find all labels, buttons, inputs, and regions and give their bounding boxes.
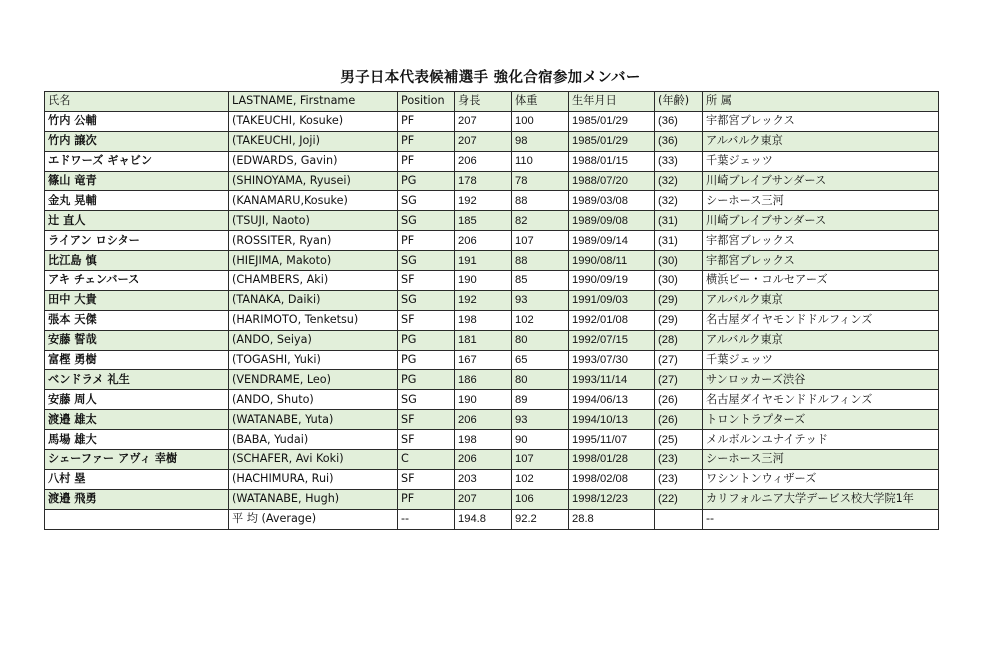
player-birthdate-cell: 1992/01/08 [569, 310, 655, 330]
average-row [45, 509, 939, 529]
player-age-cell: (27) [655, 350, 703, 370]
table-row [45, 271, 939, 291]
header-name: 氏名 [45, 92, 229, 112]
player-roman-name-cell: (TOGASHI, Yuki) [229, 350, 398, 370]
player-birthdate-cell: 1988/01/15 [569, 151, 655, 171]
player-birthdate-cell: 1989/09/14 [569, 231, 655, 251]
table-header-row [45, 92, 939, 112]
player-weight-cell: 85 [512, 271, 569, 291]
player-height-cell: 192 [455, 191, 512, 211]
player-weight-cell: 78 [512, 171, 569, 191]
average-weight-cell: 92.2 [512, 509, 569, 529]
player-roman-name-cell: (VENDRAME, Leo) [229, 370, 398, 390]
player-weight-cell: 90 [512, 430, 569, 450]
player-height-cell: 207 [455, 111, 512, 131]
average-age-cell [655, 509, 703, 529]
player-name-cell: 竹内 譲次 [45, 131, 229, 151]
player-birthdate-cell: 1985/01/29 [569, 111, 655, 131]
header-height: 身長 [455, 92, 512, 112]
table-row [45, 469, 939, 489]
player-name-cell: 金丸 晃輔 [45, 191, 229, 211]
player-roman-name-cell: (TANAKA, Daiki) [229, 290, 398, 310]
player-height-cell: 206 [455, 151, 512, 171]
player-position-cell: PF [398, 111, 455, 131]
player-name-cell: アキ チェンバース [45, 271, 229, 291]
player-weight-cell: 98 [512, 131, 569, 151]
player-position-cell: SF [398, 410, 455, 430]
player-name-cell: 富樫 勇樹 [45, 350, 229, 370]
player-position-cell: SG [398, 390, 455, 410]
table-row [45, 430, 939, 450]
player-roman-name-cell: (ANDO, Seiya) [229, 330, 398, 350]
player-position-cell: PF [398, 131, 455, 151]
player-team-cell: 名古屋ダイヤモンドドルフィンズ [703, 390, 939, 410]
player-team-cell: 川崎ブレイブサンダース [703, 171, 939, 191]
player-age-cell: (25) [655, 430, 703, 450]
player-age-cell: (30) [655, 251, 703, 271]
player-height-cell: 190 [455, 271, 512, 291]
player-weight-cell: 107 [512, 231, 569, 251]
table-row [45, 251, 939, 271]
player-team-cell: 千葉ジェッツ [703, 151, 939, 171]
player-name-cell: 馬場 雄大 [45, 430, 229, 450]
average-team-cell: -- [703, 509, 939, 529]
player-roman-name-cell: (KANAMARU,Kosuke) [229, 191, 398, 211]
player-team-cell: サンロッカーズ渋谷 [703, 370, 939, 390]
header-birthdate: 生年月日 [569, 92, 655, 112]
player-birthdate-cell: 1998/01/28 [569, 450, 655, 470]
player-birthdate-cell: 1988/07/20 [569, 171, 655, 191]
player-team-cell: アルバルク東京 [703, 131, 939, 151]
player-position-cell: SG [398, 251, 455, 271]
player-team-cell: シーホース三河 [703, 191, 939, 211]
header-team: 所 属 [703, 92, 939, 112]
player-roman-name-cell: (SHINOYAMA, Ryusei) [229, 171, 398, 191]
average-birth-cell: 28.8 [569, 509, 655, 529]
player-position-cell: SF [398, 310, 455, 330]
player-roman-name-cell: (ANDO, Shuto) [229, 390, 398, 410]
player-name-cell: 安藤 周人 [45, 390, 229, 410]
player-team-cell: メルボルンユナイテッド [703, 430, 939, 450]
player-birthdate-cell: 1989/09/08 [569, 211, 655, 231]
player-birthdate-cell: 1992/07/15 [569, 330, 655, 350]
player-age-cell: (27) [655, 370, 703, 390]
player-team-cell: 宇都宮ブレックス [703, 251, 939, 271]
player-name-cell: 張本 天傑 [45, 310, 229, 330]
player-position-cell: SF [398, 430, 455, 450]
player-team-cell: 宇都宮ブレックス [703, 111, 939, 131]
table-row [45, 211, 939, 231]
player-position-cell: PG [398, 330, 455, 350]
player-birthdate-cell: 1998/02/08 [569, 469, 655, 489]
player-height-cell: 206 [455, 410, 512, 430]
player-team-cell: トロントラプターズ [703, 410, 939, 430]
average-position-cell: -- [398, 509, 455, 529]
player-height-cell: 207 [455, 489, 512, 509]
player-height-cell: 198 [455, 310, 512, 330]
player-birthdate-cell: 1994/06/13 [569, 390, 655, 410]
header-position: Position [398, 92, 455, 112]
player-height-cell: 185 [455, 211, 512, 231]
player-age-cell: (23) [655, 469, 703, 489]
header-age: (年齢) [655, 92, 703, 112]
player-name-cell: 篠山 竜青 [45, 171, 229, 191]
player-name-cell: 安藤 誓哉 [45, 330, 229, 350]
player-birthdate-cell: 1993/07/30 [569, 350, 655, 370]
table-row [45, 350, 939, 370]
player-age-cell: (29) [655, 290, 703, 310]
player-height-cell: 192 [455, 290, 512, 310]
player-name-cell: 竹内 公輔 [45, 111, 229, 131]
player-position-cell: PG [398, 171, 455, 191]
page-title: 男子日本代表候補選手 強化合宿参加メンバー [340, 70, 641, 86]
player-name-cell: 八村 塁 [45, 469, 229, 489]
player-roman-name-cell: (EDWARDS, Gavin) [229, 151, 398, 171]
table-row [45, 290, 939, 310]
player-position-cell: C [398, 450, 455, 470]
player-position-cell: PG [398, 370, 455, 390]
player-weight-cell: 65 [512, 350, 569, 370]
player-age-cell: (33) [655, 151, 703, 171]
player-height-cell: 190 [455, 390, 512, 410]
player-name-cell: 比江島 慎 [45, 251, 229, 271]
player-roman-name-cell: (TAKEUCHI, Kosuke) [229, 111, 398, 131]
player-height-cell: 191 [455, 251, 512, 271]
table-row [45, 131, 939, 151]
player-name-cell: エドワーズ ギャビン [45, 151, 229, 171]
player-team-cell: 名古屋ダイヤモンドドルフィンズ [703, 310, 939, 330]
player-weight-cell: 80 [512, 330, 569, 350]
table-row [45, 450, 939, 470]
header-lastname-firstname: LASTNAME, Firstname [229, 92, 398, 112]
player-height-cell: 198 [455, 430, 512, 450]
player-name-cell: ライアン ロシター [45, 231, 229, 251]
player-name-cell: シェーファー アヴィ 幸樹 [45, 450, 229, 470]
player-height-cell: 178 [455, 171, 512, 191]
player-team-cell: アルバルク東京 [703, 290, 939, 310]
player-roman-name-cell: (CHAMBERS, Aki) [229, 271, 398, 291]
player-team-cell: 宇都宮ブレックス [703, 231, 939, 251]
player-birthdate-cell: 1989/03/08 [569, 191, 655, 211]
player-roman-name-cell: (HACHIMURA, Rui) [229, 469, 398, 489]
player-age-cell: (32) [655, 191, 703, 211]
table-row [45, 171, 939, 191]
player-roman-name-cell: (SCHAFER, Avi Koki) [229, 450, 398, 470]
player-weight-cell: 80 [512, 370, 569, 390]
player-birthdate-cell: 1990/09/19 [569, 271, 655, 291]
player-name-cell: ベンドラメ 礼生 [45, 370, 229, 390]
player-age-cell: (36) [655, 111, 703, 131]
player-roman-name-cell: (HARIMOTO, Tenketsu) [229, 310, 398, 330]
player-birthdate-cell: 1994/10/13 [569, 410, 655, 430]
average-name-cell [45, 509, 229, 529]
player-weight-cell: 102 [512, 310, 569, 330]
player-weight-cell: 93 [512, 290, 569, 310]
player-age-cell: (30) [655, 271, 703, 291]
player-team-cell: アルバルク東京 [703, 330, 939, 350]
player-roman-name-cell: (BABA, Yudai) [229, 430, 398, 450]
roster-table [44, 91, 939, 530]
table-row [45, 111, 939, 131]
player-height-cell: 206 [455, 231, 512, 251]
table-row [45, 151, 939, 171]
player-position-cell: SF [398, 469, 455, 489]
header-weight: 体重 [512, 92, 569, 112]
player-height-cell: 203 [455, 469, 512, 489]
player-weight-cell: 93 [512, 410, 569, 430]
player-age-cell: (28) [655, 330, 703, 350]
table-row [45, 330, 939, 350]
player-position-cell: PF [398, 231, 455, 251]
average-height-cell: 194.8 [455, 509, 512, 529]
player-position-cell: PG [398, 350, 455, 370]
player-position-cell: SG [398, 290, 455, 310]
player-height-cell: 206 [455, 450, 512, 470]
player-position-cell: SF [398, 271, 455, 291]
player-weight-cell: 88 [512, 251, 569, 271]
player-roman-name-cell: (TSUJI, Naoto) [229, 211, 398, 231]
player-position-cell: PF [398, 489, 455, 509]
player-weight-cell: 106 [512, 489, 569, 509]
player-height-cell: 207 [455, 131, 512, 151]
player-birthdate-cell: 1995/11/07 [569, 430, 655, 450]
player-birthdate-cell: 1993/11/14 [569, 370, 655, 390]
table-row [45, 489, 939, 509]
player-height-cell: 181 [455, 330, 512, 350]
player-weight-cell: 100 [512, 111, 569, 131]
player-age-cell: (31) [655, 211, 703, 231]
player-age-cell: (31) [655, 231, 703, 251]
average-roman-cell: 平 均 (Average) [229, 509, 398, 529]
player-weight-cell: 82 [512, 211, 569, 231]
player-weight-cell: 88 [512, 191, 569, 211]
player-weight-cell: 89 [512, 390, 569, 410]
player-age-cell: (32) [655, 171, 703, 191]
player-roman-name-cell: (ROSSITER, Ryan) [229, 231, 398, 251]
table-row [45, 410, 939, 430]
player-height-cell: 186 [455, 370, 512, 390]
player-position-cell: SG [398, 211, 455, 231]
player-team-cell: カリフォルニア大学デービス校大学院1年 [703, 489, 939, 509]
player-roman-name-cell: (TAKEUCHI, Joji) [229, 131, 398, 151]
player-age-cell: (36) [655, 131, 703, 151]
player-team-cell: 川崎ブレイブサンダース [703, 211, 939, 231]
player-age-cell: (29) [655, 310, 703, 330]
player-weight-cell: 110 [512, 151, 569, 171]
table-row [45, 191, 939, 211]
player-team-cell: 横浜ビー・コルセアーズ [703, 271, 939, 291]
player-name-cell: 渡邉 飛勇 [45, 489, 229, 509]
player-age-cell: (26) [655, 410, 703, 430]
player-position-cell: SG [398, 191, 455, 211]
player-team-cell: 千葉ジェッツ [703, 350, 939, 370]
table-row [45, 231, 939, 251]
player-weight-cell: 107 [512, 450, 569, 470]
player-age-cell: (22) [655, 489, 703, 509]
table-row [45, 310, 939, 330]
player-name-cell: 田中 大貴 [45, 290, 229, 310]
roster-body [45, 92, 939, 530]
player-birthdate-cell: 1990/08/11 [569, 251, 655, 271]
player-roman-name-cell: (WATANABE, Yuta) [229, 410, 398, 430]
player-roman-name-cell: (HIEJIMA, Makoto) [229, 251, 398, 271]
player-birthdate-cell: 1985/01/29 [569, 131, 655, 151]
player-birthdate-cell: 1991/09/03 [569, 290, 655, 310]
player-name-cell: 辻 直人 [45, 211, 229, 231]
player-roman-name-cell: (WATANABE, Hugh) [229, 489, 398, 509]
player-team-cell: ワシントンウィザーズ [703, 469, 939, 489]
player-birthdate-cell: 1998/12/23 [569, 489, 655, 509]
player-age-cell: (23) [655, 450, 703, 470]
player-age-cell: (26) [655, 390, 703, 410]
table-row [45, 390, 939, 410]
player-weight-cell: 102 [512, 469, 569, 489]
player-team-cell: シーホース三河 [703, 450, 939, 470]
player-height-cell: 167 [455, 350, 512, 370]
table-row [45, 370, 939, 390]
player-name-cell: 渡邉 雄太 [45, 410, 229, 430]
player-position-cell: PF [398, 151, 455, 171]
